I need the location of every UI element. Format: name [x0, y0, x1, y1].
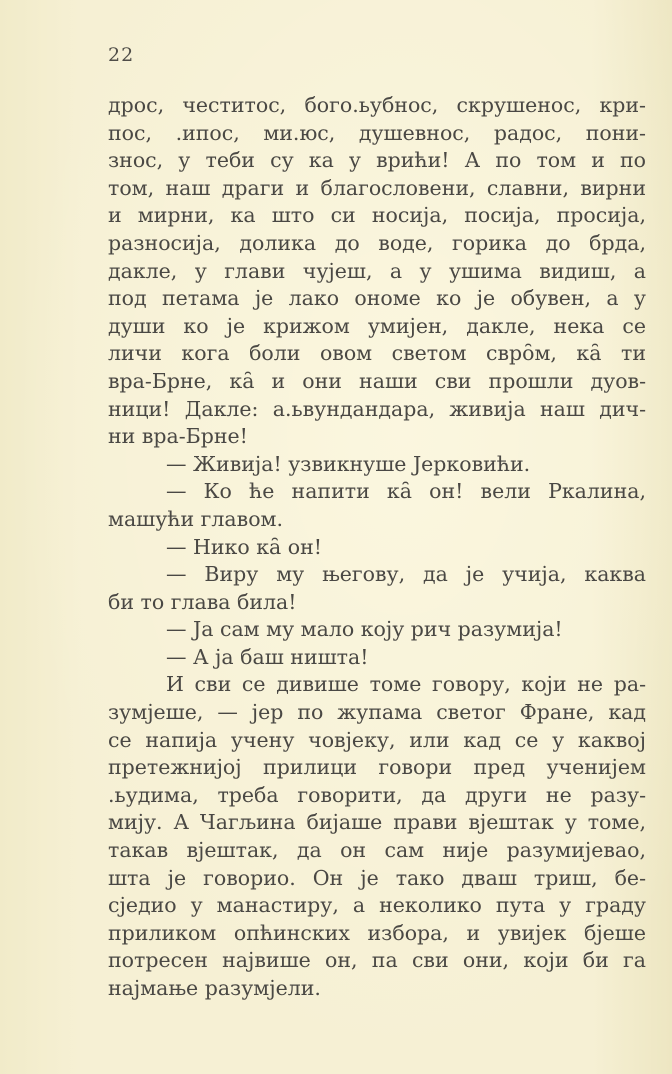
body-text — [108, 92, 646, 1003]
text-line: вра-Брне, ка̑ и они наши сви прошли дуов- — [108, 368, 646, 393]
text-line: разносија, долика до воде, горика до брда, — [108, 230, 646, 255]
text-line: пос, .ипос, ми.юс, душевнос, радос, пони- — [108, 120, 646, 145]
text-line: дакле, у глави чујеш, а у ушима видиш, а — [108, 258, 646, 283]
text-line: приликом опћинских избора, и увијек бјеше — [108, 920, 646, 945]
text-line: потресен највише он, па сви они, који би га — [108, 948, 646, 973]
page-number: 22 — [108, 44, 135, 66]
text-line: шта је говорио. Он је тако дваш триш, бе- — [108, 865, 646, 890]
text-line: — Виру му његову, да је учија, каква — [166, 562, 646, 587]
text-line: мију. А Чагљина бијаше прави вјештак у томе, — [108, 810, 646, 835]
text-line: и мирни, ка што си носија, посија, просија, — [108, 203, 646, 228]
text-line: сједио у манастиру, а неколико пута у граду — [108, 893, 646, 918]
text-line: знос, у теби су ка у врићи! А по том и по — [108, 148, 646, 173]
text-line: И сви се дивише томе говору, који не ра- — [166, 672, 646, 697]
text-line: личи кога боли овом светом свро̑м, ка̑ ти — [108, 341, 646, 366]
text-line: ни вра-Брне! — [108, 424, 248, 449]
text-line: том, наш драги и благословени, славни, вирни — [108, 175, 646, 200]
text-line: претежнијој прилици говори пред ученијем — [108, 755, 646, 780]
text-line: би то глава била! — [108, 589, 297, 614]
text-line: под петама је лако ономе ко је обувен, а у — [108, 286, 646, 311]
text-line: ници! Дакле: а.ьвундандара, живија наш дич- — [108, 396, 646, 421]
text-line: — Нико ка̑ он! — [166, 534, 323, 559]
text-line: — А ја баш ништа! — [166, 644, 369, 669]
text-line: — Ко ће напити ка̑ он! вели Ркалина, — [166, 479, 646, 504]
text-line: души ко је крижом умијен, дакле, нека се — [108, 313, 646, 338]
text-line: такав вјештак, да он сам није разумијевао, — [108, 838, 646, 863]
text-line: зумјеше, — јер по жупама светог Фране, кад — [108, 700, 646, 725]
text-line: машући главом. — [108, 506, 284, 531]
text-line: дрос, честитос, бого.ьубнос, скрушенос, кри- — [108, 93, 646, 117]
text-line: .ьудима, треба говорити, да други не разу- — [108, 782, 646, 807]
text-line: — Ја сам му мало коју рич разумија! — [166, 617, 563, 642]
text-line: најмање разумјели. — [108, 976, 321, 1000]
text-line: — Живија! узвикнуше Јерковићи. — [166, 451, 531, 476]
text-line: се напија учену човјеку, или кад се у каквој — [108, 727, 646, 752]
